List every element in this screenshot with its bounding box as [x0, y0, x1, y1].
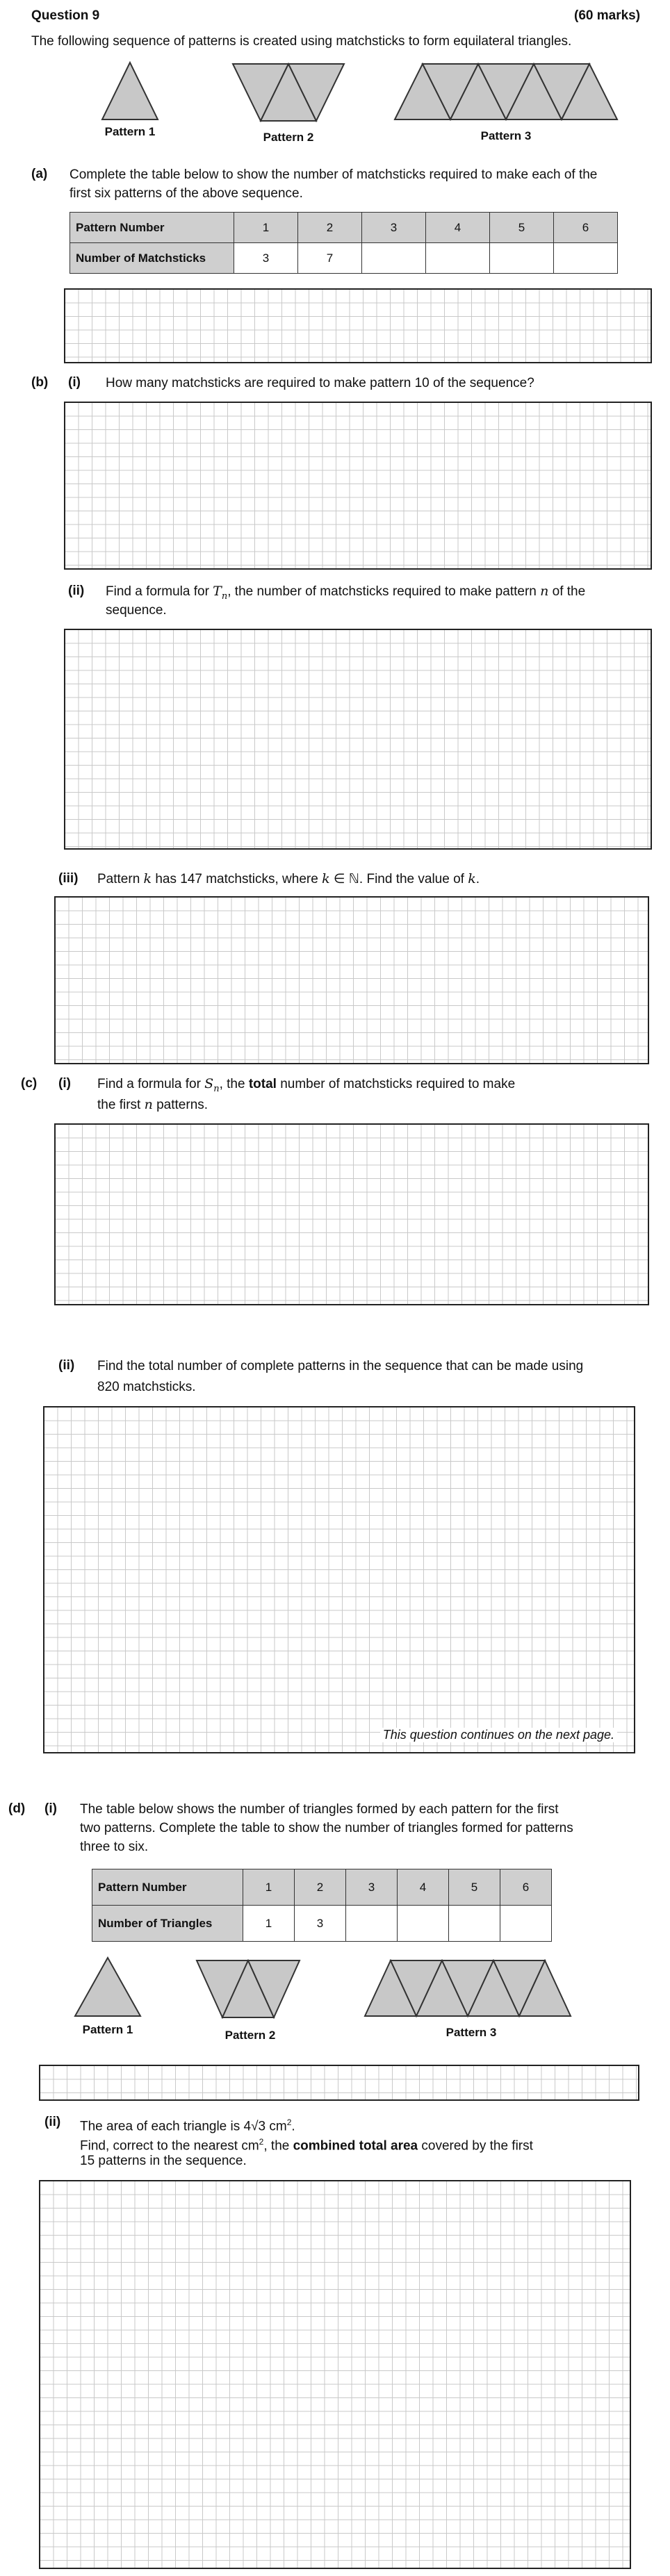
table-d-num-2: 2	[295, 1869, 346, 1906]
part-c-ii-label: (ii)	[58, 1358, 75, 1373]
part-d-ii-text-line3: 15 patterns in the sequence.	[80, 2154, 247, 2168]
table-a-val-4[interactable]	[426, 243, 490, 274]
table-a-val-3[interactable]	[362, 243, 426, 274]
table-d-row2-label: Number of Triangles	[92, 1906, 243, 1942]
part-b-ii-text-line2: sequence.	[106, 603, 167, 618]
part-c-i-text-line2: the first n patterns.	[97, 1097, 209, 1112]
table-d-val-3[interactable]	[346, 1906, 398, 1942]
table-d-num-3: 3	[346, 1869, 398, 1906]
table-d-row1-label: Pattern Number	[92, 1869, 243, 1906]
answer-box-a[interactable]	[64, 288, 652, 363]
part-c-label: (c)	[21, 1076, 38, 1091]
part-b-iii-text: Pattern k has 147 matchsticks, where k ∈ ℕ. Find the value of k.	[97, 871, 480, 886]
part-d-ii-label: (ii)	[44, 2115, 61, 2129]
answer-box-c-ii[interactable]	[43, 1406, 635, 1753]
part-d-i-label: (i)	[44, 1801, 57, 1816]
table-a-num-4: 4	[426, 213, 490, 243]
lower-pattern-1-triangle	[75, 1958, 140, 2016]
table-a-val-1: 3	[234, 243, 298, 274]
table-d-val-5[interactable]	[449, 1906, 500, 1942]
part-b-iii-label: (iii)	[58, 871, 79, 886]
part-b-i-text: How many matchsticks are required to make pattern 10 of the sequence?	[106, 376, 534, 390]
part-a-text-line1: Complete the table below to show the number of matchsticks required to make each of the	[70, 167, 598, 182]
part-c-i-text-line1: Find a formula for $S_n$, the total number of matchsticks required to make	[97, 1076, 516, 1094]
part-c-ii-text-line1: Find the total number of complete patterns in the sequence that can be made using	[97, 1359, 584, 1373]
marks: (60 marks)	[574, 8, 641, 23]
table-a-row2-label: Number of Matchsticks	[70, 243, 234, 274]
continues-note: This question continues on the next page.	[380, 1728, 617, 1742]
table-d-num-4: 4	[398, 1869, 449, 1906]
table-d-val-6[interactable]	[500, 1906, 552, 1942]
triangles-table	[92, 1869, 552, 1942]
part-c-i-label: (i)	[58, 1076, 71, 1091]
part-b-i-label: (i)	[68, 375, 81, 390]
pattern-1-label: Pattern 1	[104, 125, 156, 138]
table-d-val-4[interactable]	[398, 1906, 449, 1942]
part-d-i-text-line2: two patterns. Complete the table to show the number of triangles formed for patterns	[80, 1821, 573, 1835]
top-pattern-figures	[0, 56, 670, 132]
answer-box-d-ii[interactable]	[39, 2180, 631, 2569]
table-a-num-6: 6	[554, 213, 618, 243]
part-a-text-line2: first six patterns of the above sequence.	[70, 186, 303, 201]
part-d-i-text-line3: three to six.	[80, 1840, 149, 1854]
part-b-ii-text-line1: Find a formula for $T_n$, the number of matchsticks required to make pattern n of the	[106, 584, 586, 602]
table-a-num-2: 2	[298, 213, 362, 243]
part-d-ii-text-line2: Find, correct to the nearest $cm^2$, the combined total area covered by the first	[80, 2137, 533, 2154]
lower-pattern-2-label: Pattern 2	[224, 2029, 276, 2042]
table-d-num-1: 1	[243, 1869, 295, 1906]
lower-pattern-3-label: Pattern 3	[446, 2026, 497, 2039]
table-a-val-5[interactable]	[490, 243, 554, 274]
table-a-num-3: 3	[362, 213, 426, 243]
part-b-ii-label: (ii)	[68, 584, 85, 598]
table-a-row1-label: Pattern Number	[70, 213, 234, 243]
answer-box-c-i[interactable]	[54, 1123, 649, 1305]
intro-text: The following sequence of patterns is created using matchsticks to form equilateral triangles.	[31, 34, 572, 49]
lower-pattern-figures	[0, 1954, 670, 2030]
answer-box-b-ii[interactable]	[64, 629, 652, 850]
table-d-val-2: 3	[295, 1906, 346, 1942]
table-d-num-6: 6	[500, 1869, 552, 1906]
table-a-num-1: 1	[234, 213, 298, 243]
table-d-num-5: 5	[449, 1869, 500, 1906]
part-d-ii-text-line1: The area of each triangle is 4√3 $cm^2$.	[80, 2117, 295, 2134]
part-c-ii-text-line2: 820 matchsticks.	[97, 1380, 196, 1394]
question-number: Question 9	[31, 8, 100, 23]
part-a-label: (a)	[31, 167, 48, 181]
pattern-3-label: Pattern 3	[480, 129, 532, 142]
pattern-2-label: Pattern 2	[263, 131, 314, 144]
answer-box-b-i[interactable]	[64, 402, 652, 570]
pattern-1-triangle	[102, 63, 158, 119]
part-b-label: (b)	[31, 375, 49, 390]
answer-box-d-i[interactable]	[39, 2065, 639, 2101]
part-d-i-text-line1: The table below shows the number of triangles formed by each pattern for the first	[80, 1802, 559, 1817]
table-a-val-6[interactable]	[554, 243, 618, 274]
answer-box-b-iii[interactable]	[54, 896, 649, 1064]
table-a-val-2: 7	[298, 243, 362, 274]
table-a-num-5: 5	[490, 213, 554, 243]
matchsticks-table	[70, 212, 618, 274]
part-d-label: (d)	[8, 1801, 26, 1816]
table-d-val-1: 1	[243, 1906, 295, 1942]
lower-pattern-1-label: Pattern 1	[82, 2023, 133, 2036]
